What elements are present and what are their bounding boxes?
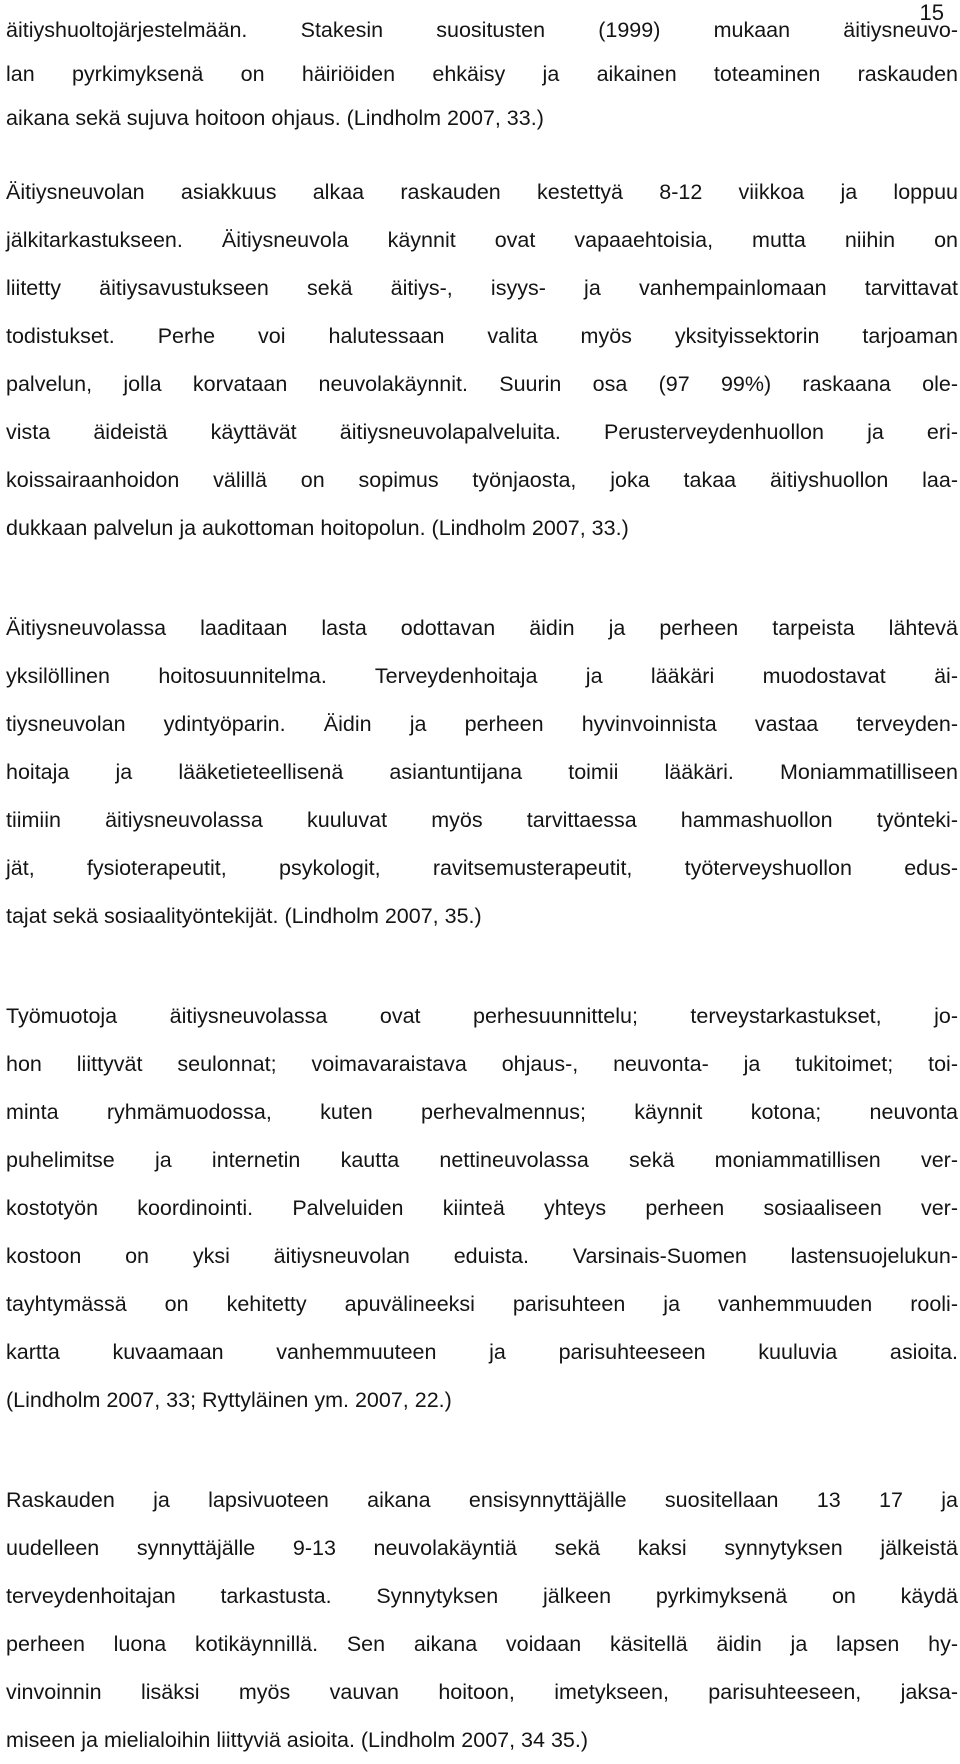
paragraph-5 [6,1476,958,1764]
text-line: koissairaanhoidon välillä on sopimus työnjaosta, joka takaa äitiyshuollon laa- [6,468,958,492]
text-line: kartta kuvaamaan vanhemmuuteen ja parisuhteeseen kuuluvia asioita. [6,1340,958,1364]
text-line: puhelimitse ja internetin kautta nettineuvolassa sekä moniammatillisen ver- [6,1148,958,1172]
text-line: aikana sekä sujuva hoitoon ohjaus. (Lindholm 2007, 33.) [6,106,544,130]
text-line: lan pyrkimyksenä on häiriöiden ehkäisy ja aikainen toteaminen raskauden [6,62,958,86]
text-line: jät, fysioterapeutit, psykologit, ravitsemusterapeutit, työterveyshuollon edus- [6,856,958,880]
text-line: uudelleen synnyttäjälle 9-13 neuvolakäyntiä sekä kaksi synnytyksen jälkeistä [6,1536,958,1560]
page-number: 15 [919,0,944,25]
text-line: minta ryhmämuodossa, kuten perhevalmennus; käynnit kotona; neuvonta [6,1100,958,1124]
text-line: dukkaan palvelun ja aukottoman hoitopolun. (Lindholm 2007, 33.) [6,516,629,540]
text-line: jälkitarkastukseen. Äitiysneuvola käynnit ovat vapaaehtoisia, mutta niihin on [6,228,958,252]
text-line: Työmuotoja äitiysneuvolassa ovat perhesuunnittelu; terveystarkastukset, jo- [6,1004,958,1028]
text-line: vista äideistä käyttävät äitiysneuvolapalveluita. Perusterveydenhuollon ja eri- [6,420,958,444]
text-line: Äitiysneuvolassa laaditaan lasta odottavan äidin ja perheen tarpeista lähtevä [6,616,958,640]
text-line: tiimiin äitiysneuvolassa kuuluvat myös tarvittaessa hammashuollon työnteki- [6,808,958,832]
text-line: kostoon on yksi äitiysneuvolan eduista. Varsinais-Suomen lastensuojelukun- [6,1244,958,1268]
page-body [6,8,958,1764]
text-line: tiysneuvolan ydintyöparin. Äidin ja perheen hyvinvoinnista vastaa terveyden- [6,712,958,736]
paragraph-3 [6,604,958,940]
text-line: todistukset. Perhe voi halutessaan valita myös yksityissektorin tarjoaman [6,324,958,348]
text-line: terveydenhoitajan tarkastusta. Synnytyksen jälkeen pyrkimyksenä on käydä [6,1584,958,1608]
text-line: kostotyön koordinointi. Palveluiden kiinteä yhteys perheen sosiaaliseen ver- [6,1196,958,1220]
text-line: Äitiysneuvolan asiakkuus alkaa raskauden kestettyä 8-12 viikkoa ja loppuu [6,180,958,204]
paragraph-4 [6,992,958,1424]
text-line: hon liittyvät seulonnat; voimavaraistava ohjaus-, neuvonta- ja tukitoimet; toi- [6,1052,958,1076]
text-line: miseen ja mielialoihin liittyviä asioita. (Lindholm 2007, 34 35.) [6,1728,588,1752]
text-line: Raskauden ja lapsivuoteen aikana ensisynnyttäjälle suositellaan 13 17 ja [6,1488,958,1512]
text-line: vinvoinnin lisäksi myös vauvan hoitoon, imetykseen, parisuhteeseen, jaksa- [6,1680,958,1704]
text-line: tayhtymässä on kehitetty apuvälineeksi parisuhteen ja vanhemmuuden rooli- [6,1292,958,1316]
text-line: (Lindholm 2007, 33; Ryttyläinen ym. 2007, 22.) [6,1388,452,1412]
text-line: tajat sekä sosiaalityöntekijät. (Lindholm 2007, 35.) [6,904,482,928]
paragraph-2 [6,168,958,552]
text-line: yksilöllinen hoitosuunnitelma. Terveydenhoitaja ja lääkäri muodostavat äi- [6,664,958,688]
paragraph-1 [6,8,958,140]
text-line: liitetty äitiysavustukseen sekä äitiys-, isyys- ja vanhempainlomaan tarvittavat [6,276,958,300]
text-line: äitiyshuoltojärjestelmään. Stakesin suositusten (1999) mukaan äitiysneuvo- [6,18,958,42]
text-line: perheen luona kotikäynnillä. Sen aikana voidaan käsitellä äidin ja lapsen hy- [6,1632,958,1656]
text-line: palvelun, jolla korvataan neuvolakäynnit. Suurin osa (97 99%) raskaana ole- [6,372,958,396]
text-line: hoitaja ja lääketieteellisenä asiantuntijana toimii lääkäri. Moniammatilliseen [6,760,958,784]
